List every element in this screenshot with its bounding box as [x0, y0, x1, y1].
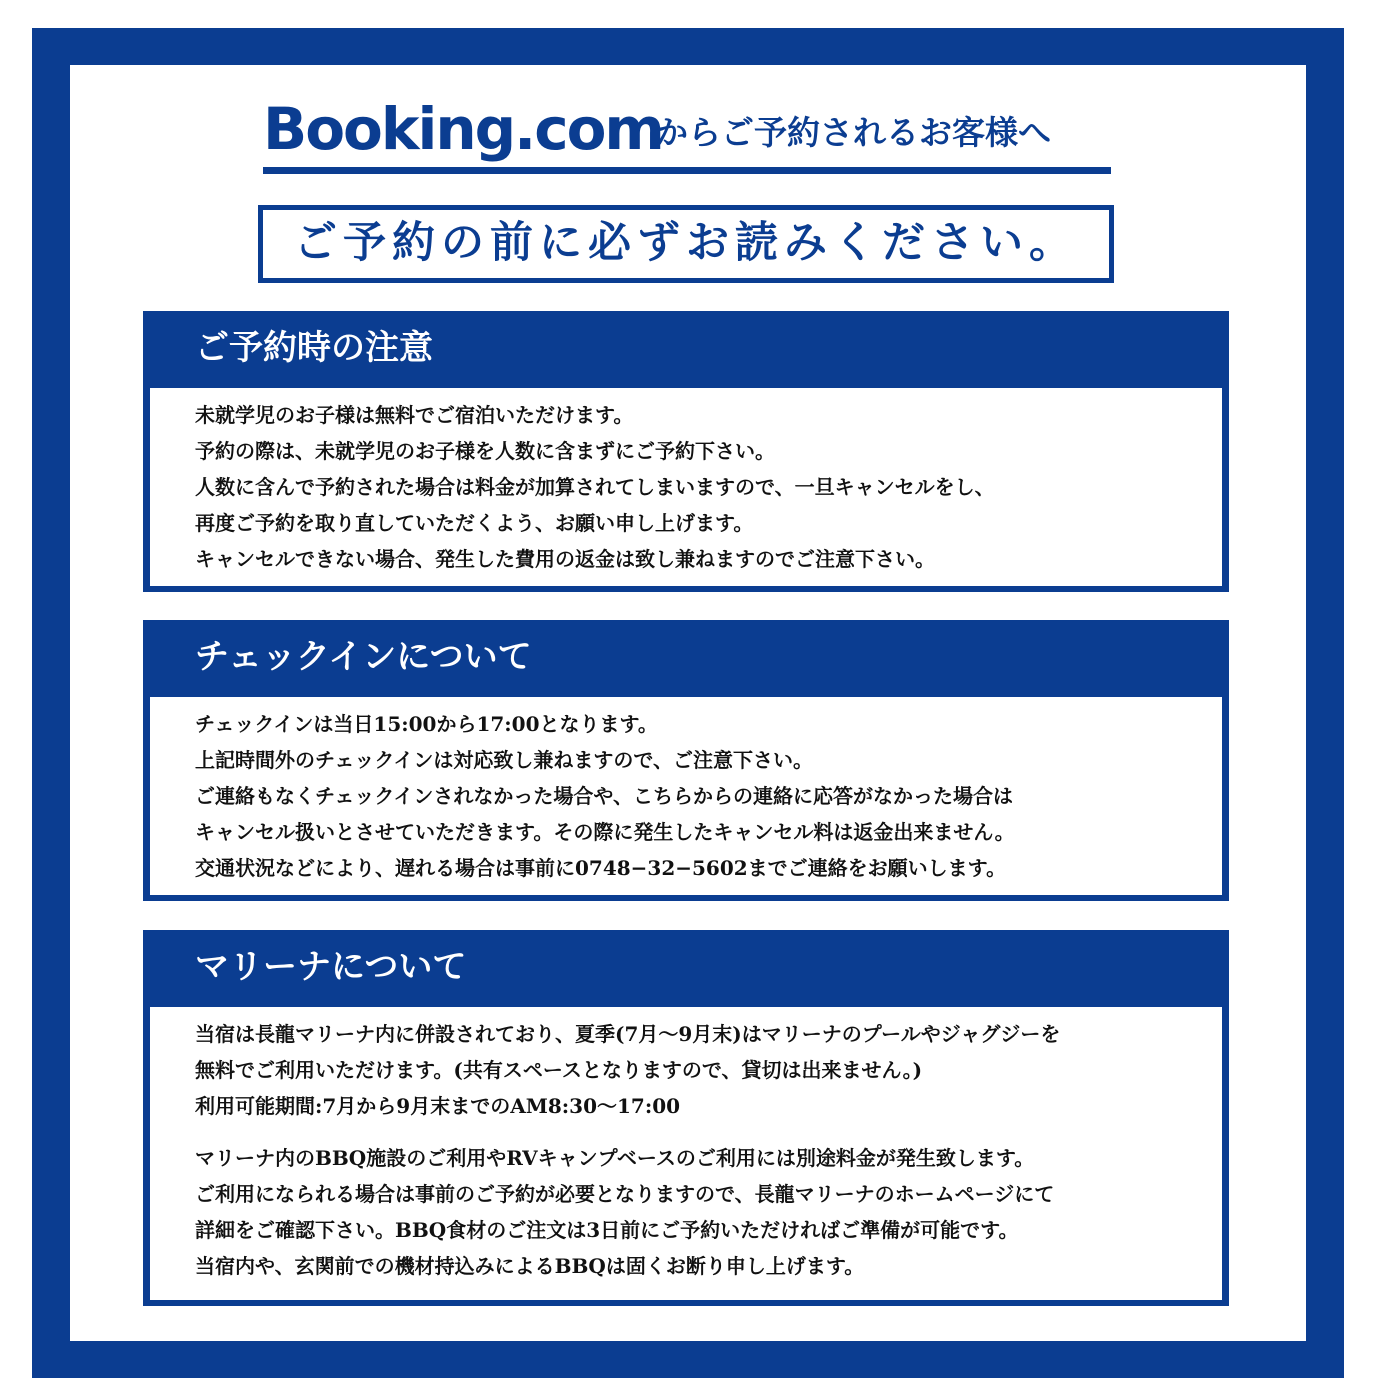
- text-line: チェックインは当日15:00から17:00となります。: [195, 712, 658, 736]
- text-line: 交通状況などにより、遅れる場合は事前に0748−32−5602までご連絡をお願いします。: [195, 856, 1007, 880]
- section-title: マリーナについて: [195, 947, 467, 987]
- text-line: 上記時間外のチェックインは対応致し兼ねますので、ご注意下さい。: [195, 748, 813, 772]
- text-line: 詳細をご確認下さい。BBQ食材のご注文は3日前にご予約いただければご準備が可能です。: [195, 1218, 1019, 1242]
- section-body: [150, 388, 1222, 586]
- booking-logo: Booking.com: [263, 95, 663, 163]
- text-line: 未就学児のお子様は無料でご宿泊いただけます。: [195, 403, 634, 427]
- section-marina: [143, 930, 1229, 1306]
- notice-box: [258, 205, 1114, 283]
- text-line: 無料でご利用いただけます。(共有スペースとなりますので、貸切は出来ません。): [195, 1058, 923, 1082]
- header-tagline: からご予約されるお客様へ: [655, 113, 1051, 152]
- paragraph-gap: [195, 1124, 1060, 1140]
- notice-text: ご予約の前に必ずお読みください。: [294, 218, 1078, 268]
- text-line: 予約の際は、未就学児のお子様を人数に含まずにご予約下さい。: [195, 439, 775, 463]
- text-line: ご連絡もなくチェックインされなかった場合や、こちらからの連絡に応答がなかった場合は: [195, 784, 1013, 808]
- text-line: 当宿内や、玄関前での機材持込みによるBBQは固くお断り申し上げます。: [195, 1254, 865, 1278]
- section-title: ご予約時の注意: [195, 328, 433, 368]
- text-line: 人数に含んで予約された場合は料金が加算されてしまいますので、一旦キャンセルをし、: [195, 475, 995, 499]
- text-line: 利用可能期間:7月から9月末までのAM8:30～17:00: [195, 1094, 681, 1118]
- section-body: [150, 1007, 1222, 1300]
- text-line: 当宿は長龍マリーナ内に併設されており、夏季(7月～9月末)はマリーナのプールやジャグジーを: [195, 1022, 1061, 1046]
- header-underline: [263, 167, 1111, 174]
- text-line: 再度ご予約を取り直していただくよう、お願い申し上げます。: [195, 511, 754, 535]
- text-line: キャンセル扱いとさせていただきます。その際に発生したキャンセル料は返金出来ません。: [195, 820, 1015, 844]
- section-body: [150, 697, 1222, 895]
- text-line: キャンセルできない場合、発生した費用の返金は致し兼ねますのでご注意下さい。: [195, 547, 935, 571]
- section-check-in: [143, 620, 1229, 901]
- section-title: チェックインについて: [195, 637, 532, 677]
- text-line: ご利用になられる場合は事前のご予約が必要となりますので、長龍マリーナのホームページにて: [195, 1182, 1055, 1206]
- text-line: マリーナ内のBBQ施設のご利用やRVキャンプベースのご利用には別途料金が発生致します。: [195, 1146, 1035, 1170]
- header: [263, 97, 1111, 177]
- section-reservation-notes: [143, 311, 1229, 592]
